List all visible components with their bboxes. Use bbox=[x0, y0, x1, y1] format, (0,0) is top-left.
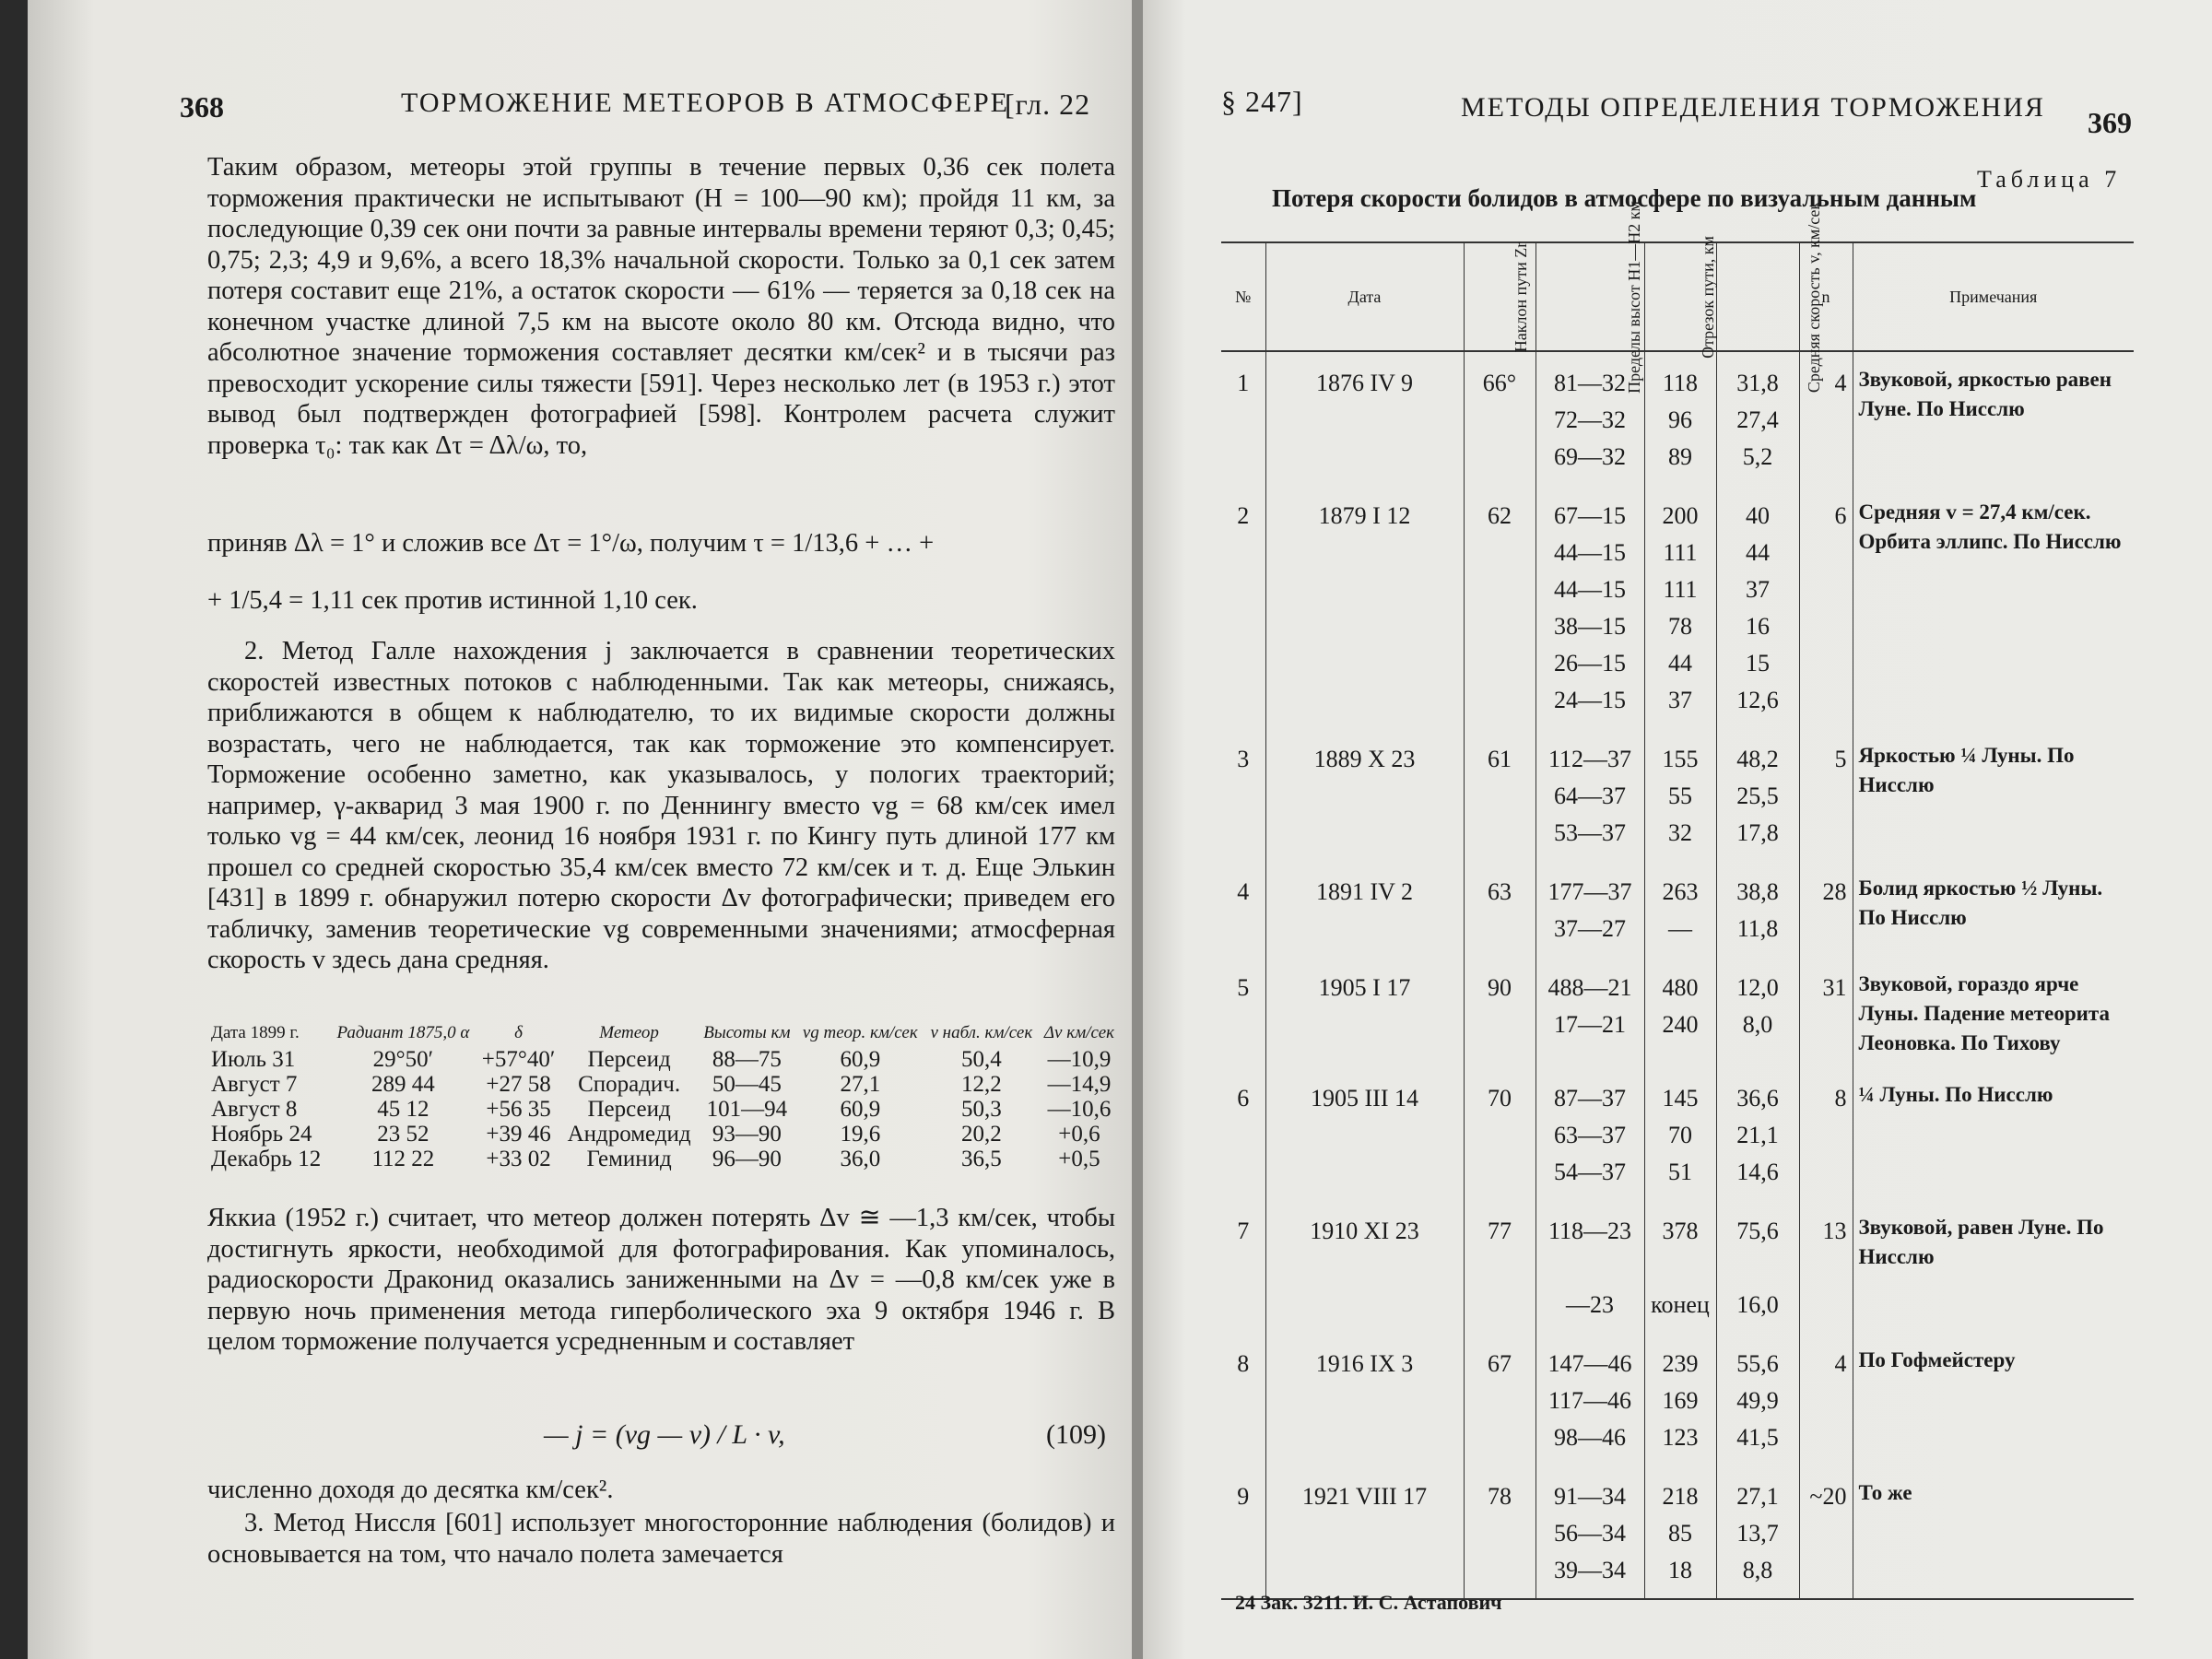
cell-line: 87—37 bbox=[1554, 1085, 1626, 1112]
cell-line: 155 bbox=[1662, 746, 1699, 772]
section-ref: § 247] bbox=[1221, 85, 1303, 118]
table-cell: 67 bbox=[1464, 1333, 1535, 1465]
paragraph: Таким образом, метеоры этой группы в течение первых 0,36 сек полета торможения практически не испытывают (H = 100—90 км); пройдя 11 км, за последующие 0,39 сек они почти за равные интервалы времени теряют 0,3; 0,45; 0,75; 2,3; 4,9 и 9,6%, а всего 18,3% начальной скорости. Только за 0,1 сек затем потеря составит еще 21%, а остаток скорости — 61% — теряется за 0,18 сек на конечном участке длиной 7,5 км на высоте около 80 км. Отсюда видно, что абсолютное значение торможения составляет десятки км/сек² и в тысячи раз превосходит ускорение силы тяжести [591]. Через несколько лет (в 1953 г.) этот вывод был подтвержден фотографией [598]. Контролем расчета служит проверка τ₀: так как Δτ = Δλ/ω, то, bbox=[207, 153, 1115, 460]
table-cell: +57°40′ bbox=[481, 1047, 556, 1072]
cell-line: 117—46 bbox=[1547, 1387, 1632, 1414]
cell-line: 37 bbox=[1746, 576, 1770, 603]
cell-line: 118—23 bbox=[1547, 1218, 1632, 1244]
cell-line: 38—15 bbox=[1554, 613, 1626, 640]
table-cell: 77 bbox=[1464, 1200, 1535, 1333]
table-cell: 45 12 bbox=[377, 1097, 429, 1122]
table-cell: Звуковой, равен Луне. По Ниcслю bbox=[1853, 1200, 2134, 1333]
table-cell: 101—94 bbox=[706, 1097, 788, 1122]
table-cell bbox=[1535, 485, 1644, 728]
cell-line: 36,6 bbox=[1736, 1085, 1779, 1112]
table-row bbox=[1221, 1200, 2134, 1333]
formula-109: — j = (vg — v) / L · v, bbox=[544, 1419, 785, 1450]
table-cell: Звуковой, гораздо ярче Луны. Падение метеорита Леоновка. По Тихову bbox=[1853, 957, 2134, 1067]
table-cell: Июль 31 bbox=[211, 1047, 296, 1072]
table-cell: 12,2 bbox=[961, 1072, 1002, 1097]
table-cell: 1916 IX 3 bbox=[1265, 1333, 1464, 1465]
table-cell: —10,6 bbox=[1047, 1097, 1112, 1122]
table-header: Высоты км bbox=[703, 1023, 791, 1042]
cell-line: 16 bbox=[1746, 613, 1770, 640]
cell-line: 11,8 bbox=[1736, 915, 1779, 942]
table-cell: Яркостью ¼ Луны. По Ниcслю bbox=[1853, 728, 2134, 861]
table-cell bbox=[1535, 957, 1644, 1067]
page-number: 368 bbox=[180, 90, 224, 124]
table-cell: 90 bbox=[1464, 957, 1535, 1067]
table-cell bbox=[1716, 1465, 1799, 1599]
cell-line: 27,1 bbox=[1736, 1483, 1779, 1510]
cell-line: 96 bbox=[1668, 406, 1692, 433]
cell-line: 239 bbox=[1662, 1350, 1699, 1377]
cell-line: 488—21 bbox=[1547, 974, 1632, 1001]
table-cell bbox=[1535, 1200, 1644, 1333]
cell-line: 63—37 bbox=[1554, 1122, 1626, 1148]
paragraph: + 1/5,4 = 1,11 сек против истинной 1,10 сек. bbox=[207, 586, 698, 615]
table-cell: Ноябрь 24 bbox=[211, 1122, 312, 1147]
cell-line: 18 bbox=[1668, 1557, 1692, 1583]
table-cell: 112 22 bbox=[371, 1147, 435, 1171]
cell-line: 12,6 bbox=[1736, 687, 1779, 713]
cell-line: 25,5 bbox=[1736, 782, 1779, 809]
cell-line: 480 bbox=[1662, 974, 1699, 1001]
table-cell: —14,9 bbox=[1047, 1072, 1112, 1097]
cell-line: 145 bbox=[1662, 1085, 1699, 1112]
table-cell: Болид яркостью ½ Луны. По Ниcслю bbox=[1853, 861, 2134, 957]
table-row bbox=[1221, 728, 2134, 861]
table-cell bbox=[1644, 1333, 1716, 1465]
table-cell: ¼ Луны. По Ниcслю bbox=[1853, 1067, 2134, 1200]
paragraph: численно доходя до десятка км/сек². bbox=[207, 1476, 614, 1504]
table-cell: Звуковой, яркостью равен Луне. По Ниcслю bbox=[1853, 351, 2134, 485]
cell-line: 78 bbox=[1668, 613, 1692, 640]
table-cell bbox=[1644, 1067, 1716, 1200]
cell-line: 55,6 bbox=[1736, 1350, 1779, 1377]
table-cell bbox=[1535, 728, 1644, 861]
table-cell: 19,6 bbox=[840, 1122, 881, 1147]
table-cell: 23 52 bbox=[377, 1122, 429, 1147]
table-cell bbox=[1716, 957, 1799, 1067]
table-cell: +39 46 bbox=[486, 1122, 551, 1147]
table-cell: 1891 IV 2 bbox=[1265, 861, 1464, 957]
cell-line: конец bbox=[1651, 1291, 1710, 1318]
table-header: δ bbox=[514, 1023, 523, 1042]
table-cell: 9 bbox=[1221, 1465, 1265, 1599]
table-cell: Персеид bbox=[587, 1097, 671, 1122]
table-cell bbox=[1716, 351, 1799, 485]
cell-line: 49,9 bbox=[1736, 1387, 1779, 1414]
cell-line: 39—34 bbox=[1554, 1557, 1626, 1583]
table-cell: 63 bbox=[1464, 861, 1535, 957]
page-number: 369 bbox=[2088, 106, 2132, 139]
table-cell: Декабрь 12 bbox=[211, 1147, 322, 1171]
table-cell: ~20 bbox=[1799, 1465, 1853, 1599]
cell-line: 24—15 bbox=[1554, 687, 1626, 713]
table-cell: 1889 X 23 bbox=[1265, 728, 1464, 861]
table-cell: По Гофмейстеру bbox=[1853, 1333, 2134, 1465]
cell-line: 41,5 bbox=[1736, 1424, 1779, 1451]
table-cell: Спорадич. bbox=[578, 1072, 681, 1097]
table-header: n bbox=[1799, 242, 1853, 351]
table-cell: 8 bbox=[1799, 1067, 1853, 1200]
table-header: v набл. км/сек bbox=[930, 1023, 1033, 1042]
table-header: Средняя скорость v, км/сек bbox=[1804, 201, 1823, 393]
table-cell: —10,9 bbox=[1047, 1047, 1112, 1072]
table-cell: 88—75 bbox=[712, 1047, 782, 1072]
running-head: МЕТОДЫ ОПРЕДЕЛЕНИЯ ТОРМОЖЕНИЯ bbox=[1461, 92, 2045, 123]
table-row bbox=[207, 1147, 1120, 1171]
table-cell: 93—90 bbox=[712, 1122, 782, 1147]
cell-line: 15 bbox=[1746, 650, 1770, 677]
table-header: № bbox=[1221, 242, 1265, 351]
cell-line bbox=[1723, 1250, 1794, 1287]
table-cell: +33 02 bbox=[486, 1147, 551, 1171]
table-cell bbox=[1716, 1200, 1799, 1333]
table-header: Радиант 1875,0 α bbox=[336, 1023, 470, 1042]
cell-line: 89 bbox=[1668, 443, 1692, 470]
table-cell: 36,5 bbox=[961, 1147, 1002, 1171]
table-label: Таблица 7 bbox=[1977, 166, 2122, 193]
table-cell: 5 bbox=[1237, 974, 1250, 1001]
cell-line: 123 bbox=[1662, 1424, 1699, 1451]
table-cell: 50,3 bbox=[961, 1097, 1002, 1122]
cell-line: 70 bbox=[1668, 1122, 1692, 1148]
table-cell: 4 bbox=[1799, 1333, 1853, 1465]
table-cell bbox=[1644, 861, 1716, 957]
table-cell: +56 35 bbox=[486, 1097, 551, 1122]
table-header: Отрезок пути, км bbox=[1698, 235, 1717, 359]
table-cell bbox=[1644, 1200, 1716, 1333]
running-head: ТОРМОЖЕНИЕ МЕТЕОРОВ В АТМОСФЕРЕ bbox=[401, 88, 1009, 118]
table-cell: Андромедид bbox=[567, 1122, 691, 1147]
table-cell: 78 bbox=[1464, 1465, 1535, 1599]
cell-line: 69—32 bbox=[1554, 443, 1626, 470]
cell-line: 81—32 bbox=[1554, 370, 1626, 396]
table-cell: 36,0 bbox=[840, 1147, 881, 1171]
table-cell: 50—45 bbox=[712, 1072, 782, 1097]
cell-line: 67—15 bbox=[1554, 502, 1626, 529]
table-row bbox=[207, 1072, 1120, 1097]
left-page bbox=[28, 0, 1138, 1659]
table-cell bbox=[1644, 957, 1716, 1067]
cell-line: 37—27 bbox=[1554, 915, 1626, 942]
table-row bbox=[1221, 957, 2134, 1067]
table-cell bbox=[1716, 728, 1799, 861]
table-header: vg теор. км/сек bbox=[802, 1023, 918, 1042]
table-cell: 66° bbox=[1464, 351, 1535, 485]
chapter-ref: [гл. 22 bbox=[1005, 88, 1091, 121]
cell-line: 53—37 bbox=[1554, 819, 1626, 846]
cell-line: 263 bbox=[1662, 878, 1699, 905]
cell-line: 17—21 bbox=[1554, 1011, 1626, 1038]
table-cell: То же bbox=[1853, 1465, 2134, 1599]
table-cell: 4 bbox=[1799, 351, 1853, 485]
table-cell: 13 bbox=[1799, 1200, 1853, 1333]
cell-line: 21,1 bbox=[1736, 1122, 1779, 1148]
table-cell: Август 7 bbox=[211, 1072, 298, 1097]
table-row bbox=[1221, 1067, 2134, 1200]
table-cell bbox=[1535, 1333, 1644, 1465]
table-row bbox=[207, 1047, 1120, 1072]
table-cell: 1921 VIII 17 bbox=[1265, 1465, 1464, 1599]
table-cell: Август 8 bbox=[211, 1097, 298, 1122]
cell-line: 56—34 bbox=[1554, 1520, 1626, 1547]
table-header: Наклон пути Zr bbox=[1511, 241, 1530, 352]
cell-line: 17,8 bbox=[1736, 819, 1779, 846]
table-cell: 289 44 bbox=[371, 1072, 435, 1097]
table-cell bbox=[1644, 728, 1716, 861]
table-row bbox=[1221, 485, 2134, 728]
table-cell: 50,4 bbox=[961, 1047, 1002, 1072]
equation-number: (109) bbox=[1046, 1419, 1106, 1450]
cell-line: 177—37 bbox=[1547, 878, 1632, 905]
table-cell: Средняя v = 27,4 км/сек. Орбита эллипс. По Ниcслю bbox=[1853, 485, 2134, 728]
table-row bbox=[1221, 861, 2134, 957]
table-cell: 1905 I 17 bbox=[1265, 957, 1464, 1067]
table-cell: 1910 XI 23 bbox=[1265, 1200, 1464, 1333]
cell-line: 32 bbox=[1668, 819, 1692, 846]
paragraph: Яккиа (1952 г.) считает, что метеор должен потерять Δv ≅ —1,3 км/сек, чтобы достигнуть яркости, необходимой для фотографирования. Как упоминалось, радиоскорости Драконид оказались заниженными на Δv = —0,8 км/сек уже в первую ночь применения метода гиперболического эха 9 октября 1946 г. В целом торможение получается усредненным и составляет bbox=[207, 1204, 1115, 1356]
table-cell: Персеид bbox=[587, 1047, 671, 1072]
cell-line: 111 bbox=[1663, 576, 1698, 603]
table-cell: 2 bbox=[1237, 502, 1250, 529]
table-header: Примечания bbox=[1853, 242, 2134, 351]
table-cell: 6 bbox=[1237, 1085, 1250, 1112]
table-cell: Геминид bbox=[586, 1147, 672, 1171]
cell-line: 5,2 bbox=[1742, 443, 1773, 470]
table-header: Дата 1899 г. bbox=[211, 1023, 300, 1042]
cell-line: 55 bbox=[1668, 782, 1692, 809]
table-cell: 8 bbox=[1237, 1350, 1250, 1377]
bolide-table bbox=[1221, 200, 2134, 1600]
cell-line: 26—15 bbox=[1554, 650, 1626, 677]
cell-line: 147—46 bbox=[1547, 1350, 1632, 1377]
cell-line: 75,6 bbox=[1736, 1218, 1779, 1244]
cell-line: 38,8 bbox=[1736, 878, 1779, 905]
cell-line: 378 bbox=[1662, 1218, 1699, 1244]
cell-line bbox=[1651, 1250, 1711, 1287]
table-cell: 96—90 bbox=[712, 1147, 782, 1171]
cell-line: 91—34 bbox=[1554, 1483, 1626, 1510]
cell-line: 51 bbox=[1668, 1159, 1692, 1185]
cell-line: —23 bbox=[1566, 1291, 1614, 1318]
table-cell bbox=[1716, 485, 1799, 728]
table-header: Дата bbox=[1265, 242, 1464, 351]
table-cell bbox=[1644, 351, 1716, 485]
cell-line: 16,0 bbox=[1736, 1291, 1779, 1318]
table-cell: 60,9 bbox=[840, 1047, 881, 1072]
cell-line: 48,2 bbox=[1736, 746, 1779, 772]
cell-line: 44 bbox=[1746, 539, 1770, 566]
cell-line: 12,0 bbox=[1736, 974, 1779, 1001]
table-cell: 28 bbox=[1799, 861, 1853, 957]
cell-line: 8,8 bbox=[1742, 1557, 1773, 1583]
table-cell: 1876 IV 9 bbox=[1265, 351, 1464, 485]
table-cell: 20,2 bbox=[961, 1122, 1002, 1147]
table-header: Метеор bbox=[599, 1023, 659, 1042]
cell-line: 112—37 bbox=[1547, 746, 1632, 772]
table-cell: 5 bbox=[1799, 728, 1853, 861]
table-row bbox=[1221, 1465, 2134, 1599]
cell-line: 13,7 bbox=[1736, 1520, 1779, 1547]
cell-line: 40 bbox=[1746, 502, 1770, 529]
cell-line: 27,4 bbox=[1736, 406, 1779, 433]
cell-line: 8,0 bbox=[1742, 1011, 1773, 1038]
cell-line: 240 bbox=[1662, 1011, 1699, 1038]
cell-line: 169 bbox=[1662, 1387, 1699, 1414]
table-row bbox=[207, 1122, 1120, 1147]
table-cell bbox=[1535, 1067, 1644, 1200]
table-cell: +0,6 bbox=[1058, 1122, 1100, 1147]
cell-line: 14,6 bbox=[1736, 1159, 1779, 1185]
cell-line: — bbox=[1668, 915, 1692, 942]
table-cell: 6 bbox=[1799, 485, 1853, 728]
paragraph: 3. Метод Ниссля [601] использует многосторонние наблюдения (болидов) и основывается на том, что начало полета замечается bbox=[207, 1509, 1115, 1569]
printer-footer: 24 Зак. 3211. И. С. Астапович bbox=[1235, 1591, 1502, 1614]
table-row bbox=[1221, 351, 2134, 485]
table-cell bbox=[1716, 1067, 1799, 1200]
paragraph: приняв Δλ = 1° и сложив все Δτ = 1°/ω, получим τ = 1/13,6 + … + bbox=[207, 529, 935, 558]
table-cell bbox=[1716, 861, 1799, 957]
table-cell: 60,9 bbox=[840, 1097, 881, 1122]
cell-line: 44—15 bbox=[1554, 539, 1626, 566]
cell-line: 72—32 bbox=[1554, 406, 1626, 433]
cell-line: 44—15 bbox=[1554, 576, 1626, 603]
paragraph: 2. Метод Галле нахождения j заключается в сравнении теоретических скоростей известных потоков с наблюденными. Так как метеоры, снижаясь, приближаются в общем к наблюдателю, то их видимые скорости должны возрастать, чего не наблюдается, так как торможение это компенсирует. Торможение особенно заметно, как указывалось, у пологих траекторий; например, γ-акварид 3 мая 1900 г. по Деннингу вместо vg = 68 км/сек имел только vg = 44 км/сек, леонид 16 ноября 1931 г. по Кингу путь длиной 177 км прошел со средней скоростью 35,4 км/сек вместо 72 км/сек и т. д. Еще Элькин [431] в 1899 г. обнаружил потерю скорости Δv фотографически; приведем его табличку, заменив теоретические vg современными значениями; атмосферная скорость v здесь дана средняя. bbox=[207, 637, 1115, 974]
table-cell: 3 bbox=[1237, 746, 1250, 772]
table-cell: 31 bbox=[1799, 957, 1853, 1067]
table-cell: 4 bbox=[1237, 878, 1250, 905]
table-cell: 61 bbox=[1464, 728, 1535, 861]
table-cell: 1 bbox=[1237, 370, 1250, 396]
table-cell: 70 bbox=[1464, 1067, 1535, 1200]
table-cell bbox=[1535, 861, 1644, 957]
cell-line: 218 bbox=[1662, 1483, 1699, 1510]
table-cell: 7 bbox=[1237, 1218, 1250, 1244]
cell-line: 85 bbox=[1668, 1520, 1692, 1547]
table-title: Потеря скорости болидов в атмосфере по визуальным данным bbox=[1272, 184, 1977, 212]
cell-line bbox=[1542, 1250, 1639, 1287]
cell-line: 44 bbox=[1668, 650, 1692, 677]
cell-line: 54—37 bbox=[1554, 1159, 1626, 1185]
cell-line: 31,8 bbox=[1736, 370, 1779, 396]
cell-line: 118 bbox=[1662, 370, 1699, 396]
table-cell bbox=[1644, 485, 1716, 728]
table-cell: 1879 I 12 bbox=[1265, 485, 1464, 728]
table-cell bbox=[1535, 1465, 1644, 1599]
meteor-table bbox=[207, 1023, 1120, 1171]
table-header: Δv км/сек bbox=[1043, 1023, 1115, 1042]
table-row bbox=[207, 1097, 1120, 1122]
table-cell: 1905 III 14 bbox=[1265, 1067, 1464, 1200]
table-cell: 62 bbox=[1464, 485, 1535, 728]
cell-line: 200 bbox=[1662, 502, 1699, 529]
cell-line: 64—37 bbox=[1554, 782, 1626, 809]
table-cell bbox=[1716, 1333, 1799, 1465]
cell-line: 98—46 bbox=[1554, 1424, 1626, 1451]
table-cell bbox=[1644, 1465, 1716, 1599]
table-row bbox=[1221, 1333, 2134, 1465]
table-cell: 29°50′ bbox=[372, 1047, 434, 1072]
cell-line: 37 bbox=[1668, 687, 1692, 713]
cell-line: 111 bbox=[1663, 539, 1698, 566]
table-cell: +27 58 bbox=[486, 1072, 551, 1097]
table-header: Пределы высот H1—H2 км bbox=[1624, 200, 1643, 394]
table-cell: +0,5 bbox=[1058, 1147, 1100, 1171]
table-cell: 27,1 bbox=[840, 1072, 881, 1097]
